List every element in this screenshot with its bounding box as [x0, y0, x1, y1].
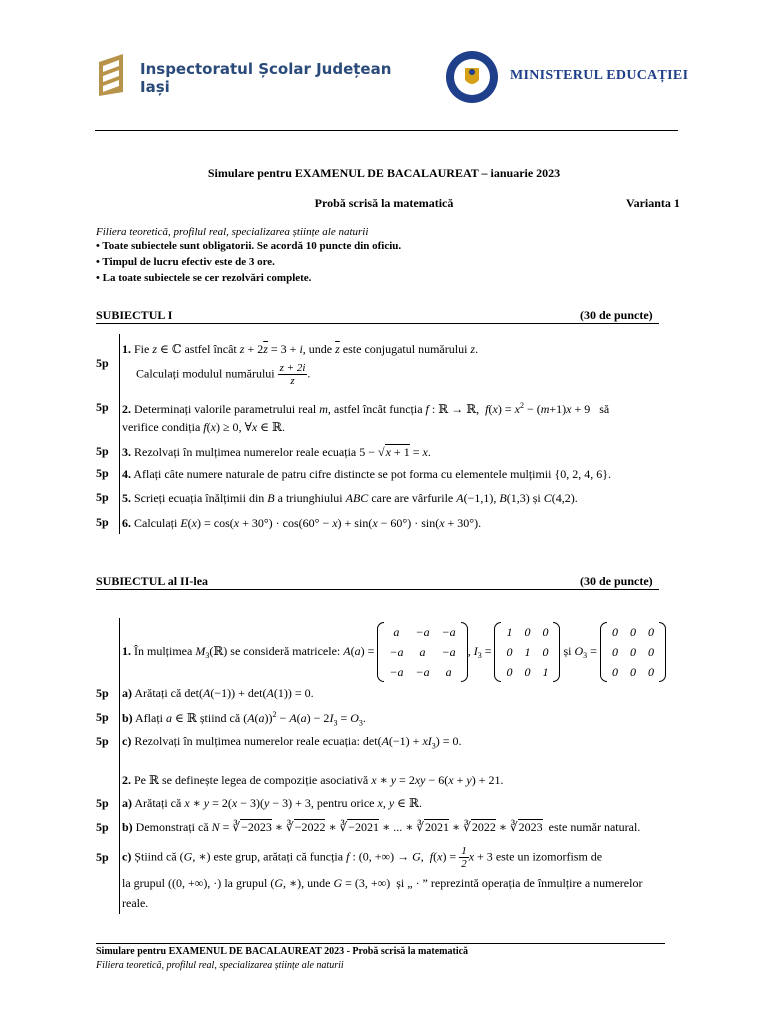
- subiect1-q5: 5. Scrieți ecuația înălțimii din B a triunghiului ABC care are vârfurile A(−1,1), B(1,3) și C(4,2).: [122, 491, 578, 505]
- matrix-i3: 1 0 0 0 1 0 0 0 1: [494, 622, 560, 682]
- subiect2-2a-points: 5p: [96, 796, 109, 810]
- rule-3: • La toate subiectele se cer rezolvări complete.: [96, 272, 312, 284]
- subiect2-2c: c) Știind că (G, ∗) este grup, arătați că funcția f : (0, +∞) → G, f(x) = $\frac{1}{2}$ x + 3 este un izomorfism de: [122, 845, 603, 870]
- exam-title: Simulare pentru EXAMENUL DE BACALAUREAT – ianuarie 2023: [207, 166, 561, 180]
- subiect2-points: (30 de puncte): [580, 574, 653, 588]
- subiect2-underline: [96, 589, 659, 590]
- subiect2-margin-bar: [119, 618, 120, 914]
- header-divider: [95, 130, 678, 131]
- fraction-one-half: $\frac{1}{2}$: [461, 845, 467, 870]
- subiect1-q4: 4. Aflați câte numere naturale de patru cifre distincte se pot forma cu elementele mulțimii {0, 2, 4, 6}.: [122, 467, 612, 481]
- government-seal-icon: [445, 50, 499, 104]
- subiect1-underline: [96, 323, 659, 324]
- matrix-a: a −a −a −a a −a −a −a a: [377, 622, 467, 682]
- subiect1-q5-points: 5p: [96, 490, 109, 504]
- subiect1-q2-line2: verifice condiția f(x) ≥ 0, ∀x ∈ ℝ.: [122, 420, 285, 434]
- ministry-name: MINISTERUL EDUCAȚIEI: [510, 68, 689, 83]
- subiect2-2c-points: 5p: [96, 850, 109, 864]
- subiect2-1b-points: 5p: [96, 710, 109, 724]
- subiect2-2a: a) Arătați că x ∗ y = 2(x − 3)(y − 3) + 3, pentru orice x, y ∈ ℝ.: [122, 796, 422, 810]
- subiect2-1c-points: 5p: [96, 734, 109, 748]
- subiect2-1a-points: 5p: [96, 686, 109, 700]
- subiect2-1a: a) Arătați că det(A(−1)) + det(A(1)) = 0.: [122, 686, 314, 700]
- subiect2-p1-intro: 1. În mulțimea $M_3(ℝ)$ se consideră matricele: A(a) = a −a −a −a a −a −a −a a , $I_3$ = 1 0 0 0 1 0 0 0 1 și $O_3$ = 0 0 0 0 0 0 0 0 0: [122, 622, 666, 682]
- footer-line1: Simulare pentru EXAMENUL DE BACALAUREAT 2023 - Probă scrisă la matematică: [96, 946, 469, 957]
- subiect1-points: (30 de puncte): [580, 308, 653, 322]
- subiect1-q3-points: 5p: [96, 444, 109, 458]
- subiect2-2c-line3: reale.: [122, 896, 149, 910]
- isj-name: Inspectoratul Școlar Județean Iași: [140, 60, 392, 96]
- subiect1-q1-points: 5p: [96, 356, 109, 370]
- subiect1-title: SUBIECTUL I: [96, 308, 173, 322]
- subiect1-q4-points: 5p: [96, 466, 109, 480]
- subiect2-1c: c) Rezolvați în mulțimea numerelor reale ecuația: $\det(A(-1) + xI_3) = 0$.: [122, 734, 462, 751]
- rule-2: • Timpul de lucru efectiv este de 3 ore.: [96, 256, 275, 268]
- exam-subtitle: Probă scrisă la matematică: [314, 196, 454, 210]
- filiera-line: Filiera teoretică, profilul real, specializarea științe ale naturii: [96, 226, 369, 238]
- subiect1-q3: 3. Rezolvați în mulțimea numerelor reale ecuația 5 − √x + 1 = x.: [122, 445, 431, 459]
- subiect2-2c-line2: la grupul ((0, +∞), ·) la grupul (G, ∗), unde G = (3, +∞) și „ · ” reprezintă operația de înmulțire a numerelor: [122, 876, 643, 890]
- subiect2-2b: b) Demonstrați că N = ∛−2023 ∗ ∛−2022 ∗ ∛−2021 ∗ ... ∗ ∛2021 ∗ ∛2022 ∗ ∛2023 este număr natural.: [122, 820, 641, 834]
- subiect2-title: SUBIECTUL al II-lea: [96, 574, 209, 588]
- isj-logo: [95, 52, 127, 98]
- fraction: $\frac{z + 2i}{z}$: [279, 362, 306, 387]
- subiect1-margin-bar: [119, 334, 120, 534]
- subiect2-1b: b) Aflați a ∈ ℝ știind că $(A(a))^2 - A(a) - 2I_3 = O_3$.: [122, 710, 366, 728]
- subiect1-q2-points: 5p: [96, 400, 109, 414]
- subiect1-q1-line2: Calculați modulul numărului $\frac{z + 2i}{z}$ .: [136, 362, 311, 387]
- subiect2-p2-intro: 2. Pe ℝ se definește legea de compoziție asociativă x ∗ y = 2xy − 6(x + y) + 21.: [122, 773, 504, 787]
- footer-divider: [96, 943, 665, 944]
- subiect1-q6: 6. Calculați E(x) = cos(x + 30°) · cos(60° − x) + sin(x − 60°) · sin(x + 30°).: [122, 516, 482, 530]
- subiect1-q6-points: 5p: [96, 515, 109, 529]
- subiect1-q1: 1. Fie z ∈ ℂ astfel încât $z + 2\overline{z} = 3 + i$, unde $\overline{z}$ este conjugatul numărului z.: [122, 342, 479, 356]
- subiect2-2b-points: 5p: [96, 820, 109, 834]
- variant-label: Varianta 1: [626, 196, 680, 210]
- matrix-o3: 0 0 0 0 0 0 0 0 0: [600, 622, 666, 682]
- rule-1: • Toate subiectele sunt obligatorii. Se acordă 10 puncte din oficiu.: [96, 240, 402, 252]
- footer-line2: Filiera teoretică, profilul real, specializarea științe ale naturii: [96, 960, 344, 971]
- subiect1-q2: 2. Determinați valorile parametrului real m, astfel încât funcția f : ℝ → ℝ, $f(x) = x^2 - (m+1)x + 9$ să: [122, 401, 610, 416]
